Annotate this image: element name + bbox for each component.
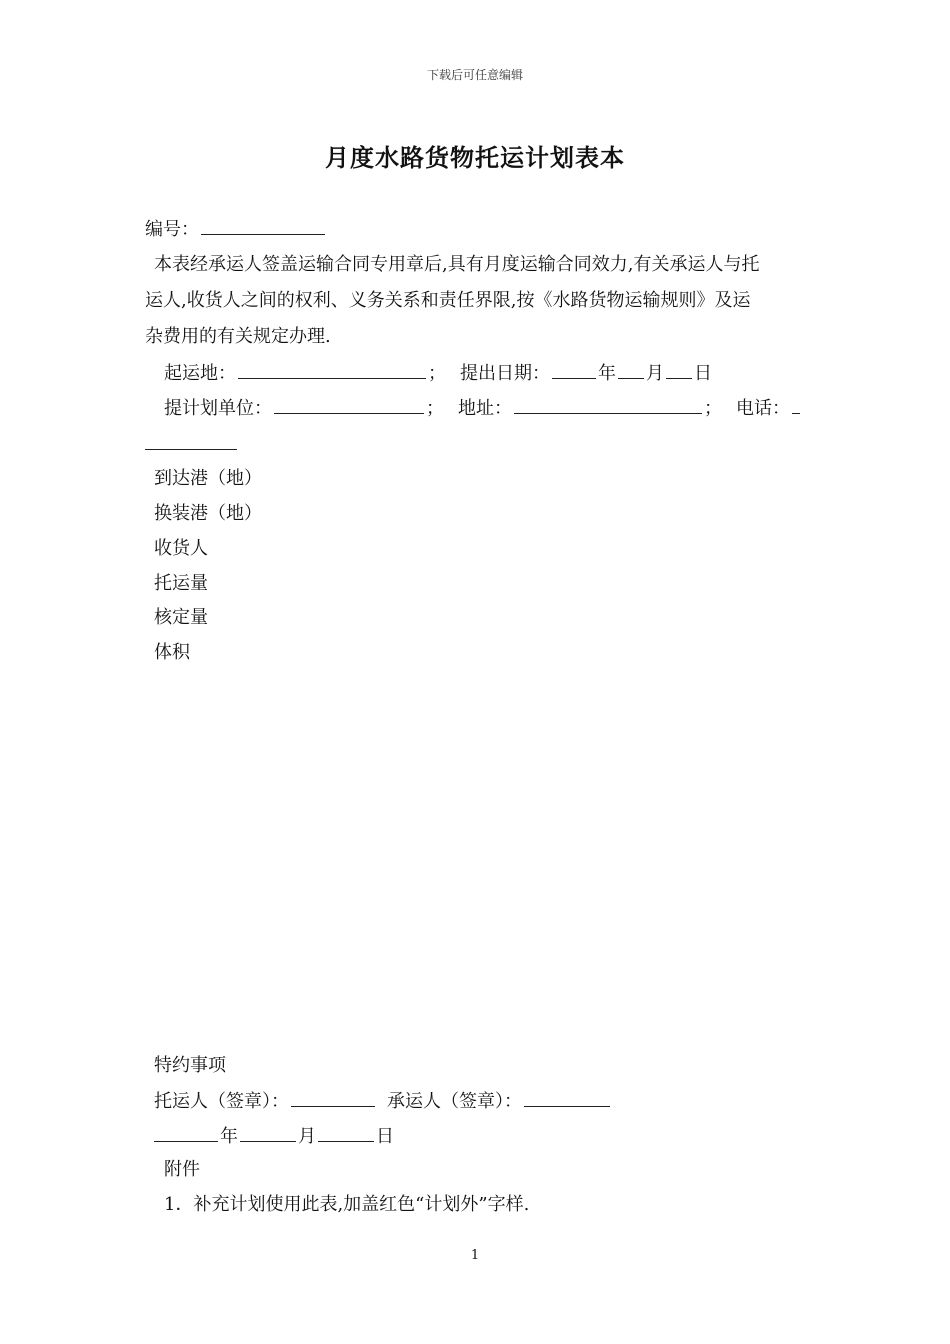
origin-label: 起运地： <box>164 363 236 384</box>
intro-line-2: 运人,收货人之间的权利、义务关系和责任界限,按《水路货物运输规则》及运 <box>145 290 751 311</box>
year-label: 年 <box>598 363 616 384</box>
field-transfer-port: 换装港（地） <box>154 503 262 524</box>
signature-row <box>154 1088 612 1114</box>
carrier-signature-blank[interactable] <box>524 1088 610 1107</box>
planner-unit-label: 提计划单位： <box>164 398 272 419</box>
intro-line-1: 本表经承运人签盖运输合同专用章后,具有月度运输合同效力,有关承运人与托 <box>154 254 760 275</box>
page-number: 1 <box>470 1248 480 1263</box>
sign-day-blank[interactable] <box>318 1123 374 1142</box>
phone-blank-continued[interactable] <box>145 431 237 450</box>
header-note: 下载后可任意编辑 <box>426 68 523 82</box>
serial-label: 编号： <box>145 219 199 240</box>
sign-month-label: 月 <box>298 1126 316 1147</box>
attachment-item-1: 1．补充计划使用此表,加盖红色“计划外”字样. <box>164 1194 530 1215</box>
origin-row <box>164 360 712 386</box>
phone-blank-start[interactable] <box>792 395 800 414</box>
field-shipping-volume: 托运量 <box>154 573 208 594</box>
planner-row <box>164 395 802 421</box>
phone-label: 电话： <box>736 398 790 419</box>
planner-separator-1: ； <box>426 398 444 419</box>
intro-line-3: 杂费用的有关规定办理. <box>145 326 331 347</box>
sign-year-label: 年 <box>220 1126 238 1147</box>
planner-unit-blank[interactable] <box>274 395 424 414</box>
sign-date-row <box>154 1123 394 1149</box>
field-volume: 体积 <box>154 642 190 663</box>
field-consignee: 收货人 <box>154 538 208 559</box>
carrier-signature-label: 承运人（签章）： <box>387 1091 522 1112</box>
serial-number-row <box>145 216 327 242</box>
field-destination-port: 到达港（地） <box>154 468 262 489</box>
sign-year-blank[interactable] <box>154 1123 218 1142</box>
sign-day-label: 日 <box>376 1126 394 1147</box>
attachment-heading: 附件 <box>164 1159 200 1180</box>
serial-blank[interactable] <box>201 216 325 235</box>
submit-date-label: 提出日期： <box>460 363 550 384</box>
special-terms-heading: 特约事项 <box>154 1055 226 1076</box>
origin-separator: ； <box>428 363 446 384</box>
shipper-signature-label: 托运人（签章）： <box>154 1091 289 1112</box>
month-blank[interactable] <box>618 360 644 379</box>
field-approved-volume: 核定量 <box>154 607 208 628</box>
shipper-signature-blank[interactable] <box>291 1088 375 1107</box>
planner-separator-2: ； <box>704 398 722 419</box>
address-blank[interactable] <box>514 395 702 414</box>
month-label: 月 <box>646 363 664 384</box>
day-blank[interactable] <box>666 360 692 379</box>
year-blank[interactable] <box>552 360 596 379</box>
phone-continuation-row <box>145 431 239 457</box>
sign-month-blank[interactable] <box>240 1123 296 1142</box>
day-label: 日 <box>694 363 712 384</box>
address-label: 地址： <box>458 398 512 419</box>
document-title: 月度水路货物托运计划表本 <box>325 143 625 172</box>
origin-blank[interactable] <box>238 360 426 379</box>
